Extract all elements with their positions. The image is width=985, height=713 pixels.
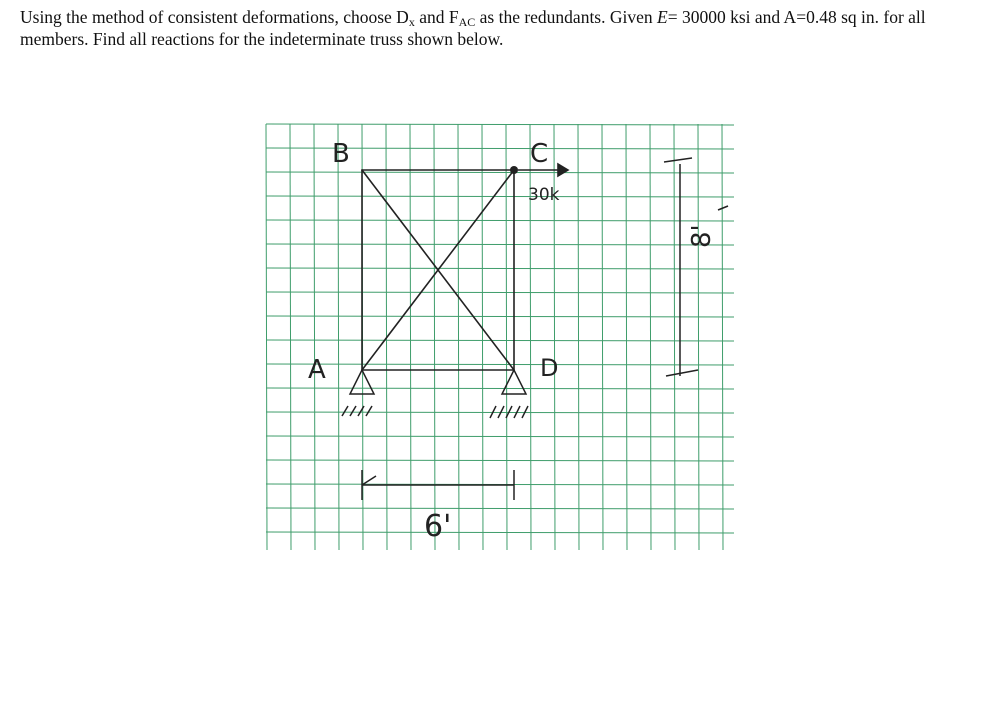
truss-sketch	[262, 118, 740, 558]
grid-line	[266, 460, 734, 461]
problem-statement	[20, 6, 970, 50]
e-variable: E	[657, 7, 668, 27]
label-dim-height: 8'	[687, 224, 717, 248]
label-node-d: D	[540, 354, 559, 382]
grid-line	[506, 124, 507, 550]
grid-line	[698, 124, 699, 550]
label-node-c: C	[530, 139, 549, 169]
grid-line	[410, 124, 411, 550]
grid-line	[266, 220, 734, 221]
grid-line	[650, 124, 651, 550]
grid-line	[578, 124, 579, 550]
grid-line	[266, 124, 267, 550]
grid-line	[266, 316, 734, 317]
label-dim-width: 6'	[424, 509, 452, 544]
grid-line	[674, 124, 675, 550]
grid-line	[266, 340, 734, 341]
problem-text-1: Using the method of consistent deformations, choose D	[20, 7, 409, 27]
grid-line	[338, 124, 339, 550]
truss-figure	[262, 118, 740, 558]
joint-c-marker	[510, 166, 518, 174]
grid-line	[266, 268, 734, 269]
support-d	[490, 370, 528, 418]
grid-line	[266, 364, 734, 365]
grid-line	[266, 292, 734, 293]
label-node-b: B	[332, 139, 350, 169]
grid-line	[266, 532, 734, 533]
problem-text-3: as the redundants. Given	[475, 7, 658, 27]
problem-text-4: = 30000 ksi and A=0.48 sq in. for all members. Find all reactions for the indeterminate truss shown below.	[20, 7, 926, 49]
grid-line	[266, 436, 734, 437]
width-dimension	[362, 470, 514, 500]
grid-line	[266, 196, 734, 197]
grid-line	[266, 508, 734, 509]
grid-line	[266, 124, 734, 125]
grid-line	[722, 124, 723, 550]
grid-line	[482, 124, 483, 550]
grid-line	[458, 124, 459, 550]
grid-line	[314, 124, 315, 550]
grid-line	[290, 124, 291, 550]
grid-line	[602, 124, 603, 550]
grid-line	[266, 172, 734, 173]
fac-subscript: AC	[458, 15, 476, 29]
grid-line	[266, 388, 734, 389]
grid-line	[266, 244, 734, 245]
grid-line	[434, 124, 435, 550]
label-node-a: A	[308, 355, 326, 385]
height-dimension	[664, 158, 728, 376]
grid-line	[626, 124, 627, 550]
problem-text-2: and F	[414, 7, 459, 27]
label-load: 30k	[528, 185, 560, 205]
dx-subscript: x	[408, 15, 415, 29]
support-a	[342, 370, 374, 416]
